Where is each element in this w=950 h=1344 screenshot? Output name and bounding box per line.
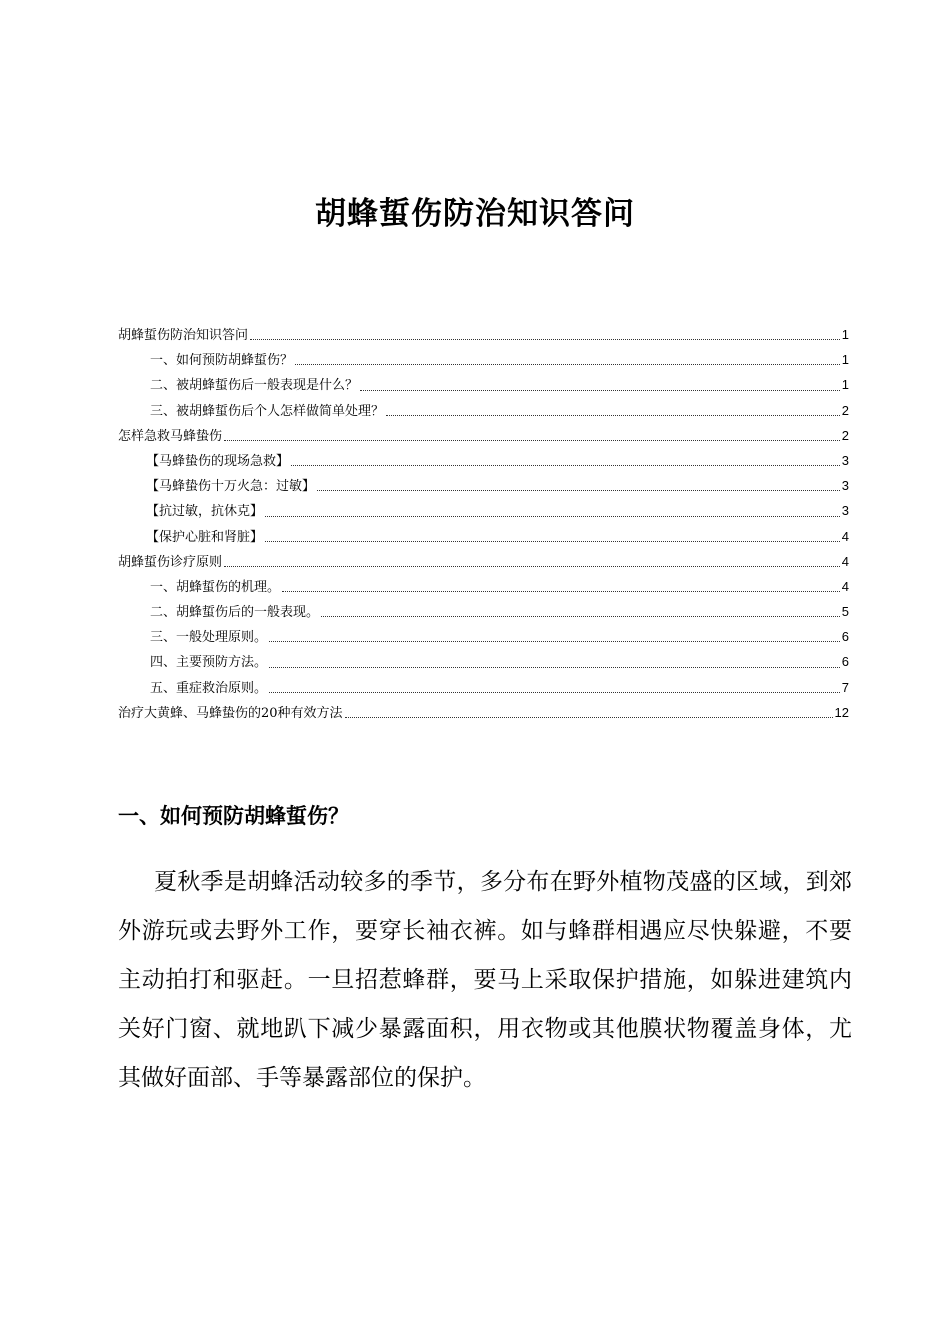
toc-entry-title: 二、胡蜂蜇伤后的一般表现。 <box>150 605 320 621</box>
toc-entry-page: 7 <box>841 679 849 695</box>
toc-entry-page: 2 <box>841 427 849 443</box>
toc-leader-dots <box>265 541 840 542</box>
toc-entry[interactable] <box>118 498 849 523</box>
toc-entry-title: 三、一般处理原则。 <box>150 630 268 646</box>
toc-entry-title: 胡蜂蜇伤诊疗原则 <box>118 554 223 570</box>
toc-entry-page: 4 <box>841 553 849 569</box>
toc-leader-dots <box>269 641 840 642</box>
toc-entry-title: 一、胡蜂蜇伤的机理。 <box>150 579 281 595</box>
toc-leader-dots <box>224 566 840 567</box>
toc-leader-dots <box>360 390 840 391</box>
toc-entry[interactable] <box>118 524 849 549</box>
toc-entry[interactable] <box>118 624 849 649</box>
toc-entry-page: 4 <box>841 528 849 544</box>
toc-entry[interactable] <box>118 347 849 372</box>
toc-entry-page: 3 <box>841 452 849 468</box>
toc-entry-page: 1 <box>841 377 849 393</box>
toc-leader-dots <box>269 692 840 693</box>
toc-entry-page: 6 <box>841 629 849 645</box>
body-paragraph: 夏秋季是胡蜂活动较多的季节，多分布在野外植物茂盛的区域，到郊外游玩或去野外工作，要穿长袖衣裤。如与蜂群相遇应尽快躲避，不要主动拍打和驱赶。一旦招惹蜂群，要马上采取保护措施，如躲进建筑内关好门窗、就地趴下减少暴露面积，用衣物或其他膜状物覆盖身体，尤其做好面部、手等暴露部位的保护。 <box>118 869 852 1091</box>
toc-leader-dots <box>250 339 840 340</box>
toc-entry-page: 4 <box>841 578 849 594</box>
toc-entry[interactable] <box>118 599 849 624</box>
toc-entry-page: 6 <box>841 654 849 670</box>
section-heading: 一、如何预防胡蜂蜇伤？ <box>118 804 349 828</box>
toc-entry[interactable] <box>118 448 849 473</box>
toc-leader-dots <box>224 440 840 441</box>
toc-leader-dots <box>321 616 840 617</box>
toc-entry-title: 治疗大黄蜂、马蜂蛰伤的20种有效方法 <box>118 705 343 721</box>
toc-entry[interactable] <box>118 700 849 725</box>
toc-entry-title: 【抗过敏，抗休克】 <box>146 504 264 520</box>
table-of-contents <box>118 322 849 725</box>
toc-entry-title: 一、如何预防胡蜂蜇伤？ <box>150 353 294 369</box>
toc-entry-page: 1 <box>841 352 849 368</box>
toc-leader-dots <box>265 516 840 517</box>
toc-entry-title: 三、被胡蜂蜇伤后个人怎样做简单处理？ <box>150 403 385 419</box>
toc-entry-title: 四、主要预防方法。 <box>150 655 268 671</box>
toc-entry-page: 12 <box>834 704 849 720</box>
toc-leader-dots <box>345 717 833 718</box>
toc-leader-dots <box>282 591 840 592</box>
toc-entry-title: 【保护心脏和肾脏】 <box>146 529 264 545</box>
toc-entry[interactable] <box>118 675 849 700</box>
toc-leader-dots <box>269 667 840 668</box>
toc-leader-dots <box>386 415 840 416</box>
toc-entry-title: 【马蜂蛰伤的现场急救】 <box>146 453 290 469</box>
toc-entry-title: 五、重症救治原则。 <box>150 680 268 696</box>
toc-entry-page: 1 <box>841 327 849 342</box>
toc-entry-title: 二、被胡蜂蜇伤后一般表现是什么？ <box>150 378 359 394</box>
toc-leader-dots <box>291 465 840 466</box>
toc-entry[interactable] <box>118 473 849 498</box>
document-title: 胡蜂蜇伤防治知识答问 <box>315 196 635 232</box>
toc-entry-title: 胡蜂蜇伤防治知识答问 <box>118 328 249 343</box>
toc-entry-page: 5 <box>841 604 849 620</box>
toc-entry-page: 3 <box>841 503 849 519</box>
toc-entry-page: 3 <box>841 478 849 494</box>
toc-entry[interactable] <box>118 649 849 674</box>
toc-entry[interactable] <box>118 398 849 423</box>
toc-entry[interactable] <box>118 423 849 448</box>
toc-entry-title: 【马蜂蛰伤十万火急：过敏】 <box>146 479 316 495</box>
toc-leader-dots <box>317 490 840 491</box>
toc-entry[interactable] <box>118 549 849 574</box>
toc-entry[interactable] <box>118 322 849 347</box>
toc-entry-title: 怎样急救马蜂蛰伤 <box>118 428 223 444</box>
toc-entry[interactable] <box>118 372 849 397</box>
toc-entry[interactable] <box>118 574 849 599</box>
toc-leader-dots <box>295 364 840 365</box>
toc-entry-page: 2 <box>841 402 849 418</box>
